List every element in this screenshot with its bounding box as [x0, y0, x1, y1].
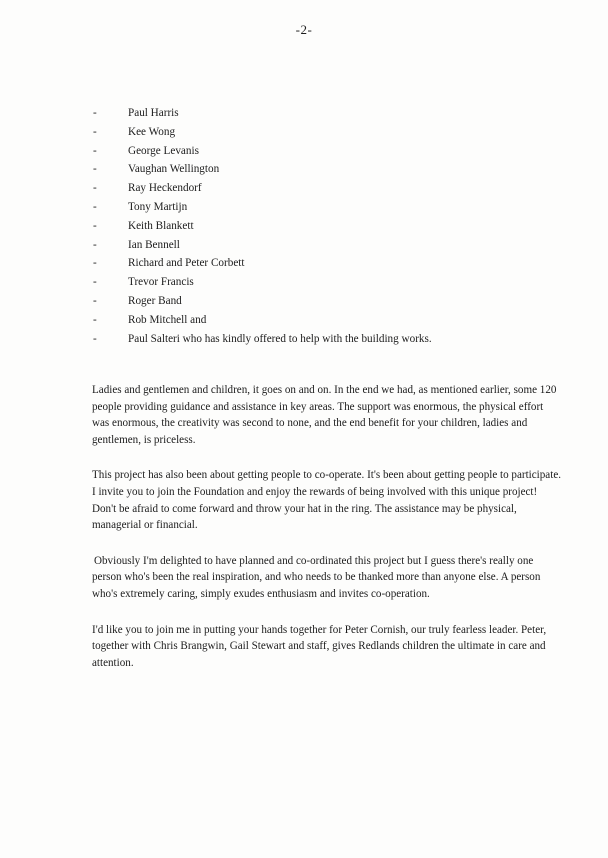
list-item-name: Paul Harris	[128, 107, 179, 119]
paragraph-thanks: I'd like you to join me in putting your hands together for Peter Cornish, our truly fearless leader. Peter, together with Chris Brangwin, Gail Stewart and staff, gives Redlands children the ultimate in care and attention.	[92, 623, 547, 669]
list-dash: -	[93, 313, 97, 326]
paragraph-inspiration: Obviously I'm delighted to have planned and co-ordinated this project but I guess there's really one person who's been the real inspiration, and who needs to be thanked more than anyone else. A person who's extremely caring, simply exudes enthusiasm and invites co-operation.	[92, 554, 541, 600]
list-item-name: Ian Bennell	[128, 238, 180, 251]
list-item-name: Roger Band	[128, 294, 182, 307]
list-item-name: Vaughan Wellington	[128, 163, 220, 176]
list-dash: -	[93, 257, 97, 270]
list-item-name: Kee Wong	[128, 125, 176, 138]
list-item-name: Trevor Francis	[128, 276, 194, 289]
list-dash: -	[93, 107, 97, 119]
page-number: -2-	[295, 22, 313, 37]
list-item-name: George Levanis	[128, 144, 199, 157]
list-dash: -	[93, 332, 97, 345]
list-item-name: Keith Blankett	[128, 219, 194, 232]
list-item-name: Paul Salteri who has kindly offered to help with the building works.	[128, 332, 432, 345]
list-dash: -	[93, 200, 97, 213]
list-item-name: Rob Mitchell and	[128, 313, 207, 326]
paragraph-cooperation: This project has also been about getting people to co-operate. It's been about getting people to participate. I invite you to join the Foundation and enjoy the rewards of being involved with this unique project! Don't be afraid to come forward and throw your hat in the ring. The assistance may be physical, managerial or financial.	[92, 469, 562, 532]
list-dash: -	[93, 144, 97, 157]
list-dash: -	[93, 219, 97, 232]
list-dash: -	[93, 276, 97, 289]
list-item-name: Richard and Peter Corbett	[128, 257, 245, 270]
list-item-name: Ray Heckendorf	[128, 182, 202, 195]
list-dash: -	[93, 163, 97, 176]
paragraph-support: Ladies and gentlemen and children, it goes on and on. In the end we had, as mentioned earlier, some 120 people providing guidance and assistance in key areas. The support was enormous, the physical effort was enormous, the creativity was second to none, and the end benefit for your children, ladies and gentlemen, is priceless.	[92, 384, 557, 446]
list-dash: -	[93, 182, 97, 195]
body-text	[92, 382, 562, 690]
list-dash: -	[93, 294, 97, 307]
list-dash: -	[93, 238, 97, 251]
list-dash: -	[93, 125, 97, 138]
list-item-name: Tony Martijn	[128, 200, 188, 213]
